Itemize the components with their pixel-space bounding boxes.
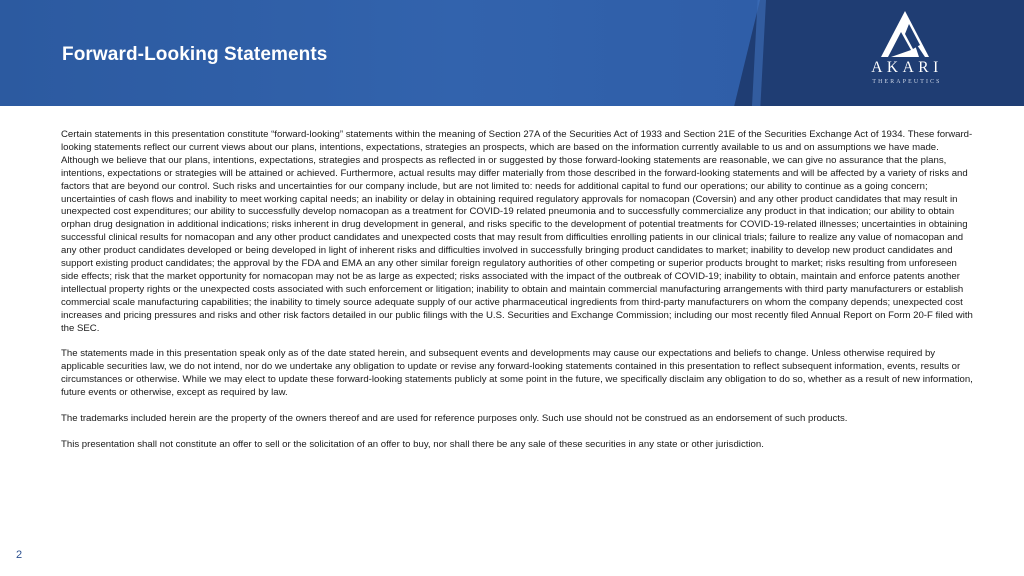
disclaimer-paragraph-no-offer: This presentation shall not constitute an offer to sell or the solicitation of an offer to buy, nor shall there be any sale of these securities in any state or other jurisdiction. <box>61 438 764 450</box>
disclaimer-paragraph-statements-date: The statements made in this presentation speak only as of the date stated herein, and subsequent events and developments may cause our expectations and beliefs to change. Unless otherwise required by applicable securities law, we do not intend, nor do we undertake any obligation to update or revise any forward-looking statements contained in this presentation to reflect subsequent information, events, results or circumstances or otherwise. While we may elect to update these forward-looking statements publicly at some point in the future, we specifically disclaim any obligation to do so, whether as a result of new information, future events or otherwise, except as required by law. <box>61 348 973 399</box>
disclaimer-paragraph-forward-looking: Certain statements in this presentation constitute “forward-looking” statements within the meaning of Section 27A of the Securities Act of 1933 and Section 21E of the Securities Exchange Act of 1934. These forward-looking statements reflect our current views about our plans, intentions, expectations, strategies an prospects, which are based on the information currently available to us and on assumptions we have made. Although we believe that our plans, intentions, expectations, strategies and prospects as reflected in or suggested by those forward-looking statements are reasonable, we can give no assurance that the plans, intentions, expectations or strategies will be attained or achieved. Furthermore, actual results may differ materially from those described in the forward-looking statements and will be affected by a variety of risks and factors that are beyond our control. Such risks and uncertainties for our company include, but are not limited to: needs for additional capital to fund our operations; our ability to continue as a going concern; uncertainties of cash flows and inability to meet working capital needs; an inability or delay in obtaining required regulatory approvals for nomacopan (Coversin) and any other product candidates that may result in unexpected cost expenditures; our ability to successfully develop nomacopan as a treatment for COVID-19 related pneumonia and to successfully commercialize any product in that indication; our ability to obtain orphan drug designation in additional indications; risks inherent in drug development in general, and risks specific to the development of potential treatments for COVID-19-related illnesses; uncertainties in obtaining successful clinical results for nomacopan and any other product candidates and unexpected costs that may result from difficulties enrolling patients in our clinical trials; failure to realize any value of nomacopan and any other product candidates developed or being developed in light of inherent risks and difficulties involved in successfully bringing product candidates to market; inability to develop new product candidates and support existing product candidates; the approval by the FDA and EMA an any other similar foreign regulatory authorities of other competing or superior products brought to market; risks resulting from unforeseen side effects; risk that the market opportunity for nomacopan may not be as large as expected; risks associated with the impact of the outbreak of COVID-19; inability to obtain, maintain and enforce patents another intellectual property rights or the unexpected costs associated with such enforcement or litigation; inability to obtain and maintain commercial manufacturing arrangements with third party manufacturers or establish commercial scale manufacturing capabilities; the inability to timely source adequate supply of our active pharmaceutical ingredients from third-party manufacturers on whom the company depends; unexpected cost increases and pricing pressures and risks and other risk factors detailed in our public filings with the U.S. Securities and Exchange Commission; including our most recently filed Annual Report on Form 20-F filed with the SEC. <box>61 129 973 334</box>
logo-wordmark: AKARI <box>871 59 943 76</box>
disclaimer-body <box>61 129 973 465</box>
slide-header <box>0 0 1024 106</box>
logo-tagline: THERAPEUTICS <box>872 79 942 85</box>
akari-logo <box>866 10 948 94</box>
disclaimer-paragraph-trademarks: The trademarks included herein are the property of the owners thereof and are used for reference purposes only. Such use should not be construed as an endorsement of such products. <box>61 412 848 424</box>
page-title: Forward-Looking Statements <box>62 44 328 65</box>
akari-mountain-logo-icon <box>880 10 930 58</box>
page-number: 2 <box>16 549 23 561</box>
